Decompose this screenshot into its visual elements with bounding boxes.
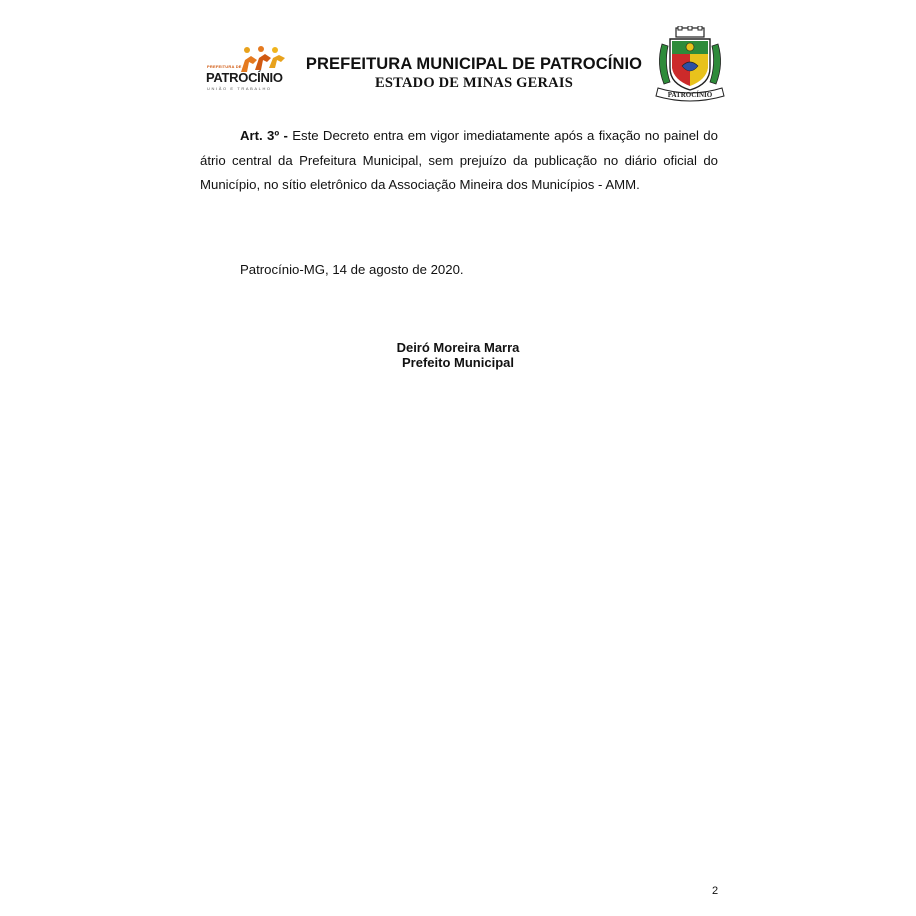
logo-small-text: PREFEITURA DE xyxy=(207,64,242,69)
municipality-logo xyxy=(205,46,289,92)
header-title: PREFEITURA MUNICIPAL DE PATROCÍNIO xyxy=(305,55,643,73)
article-label: Art. 3º - xyxy=(240,128,288,143)
logo-tagline: UNIÃO E TRABALHO xyxy=(207,86,272,91)
header-subtitle: ESTADO DE MINAS GERAIS xyxy=(375,75,573,91)
article-text: Este Decreto entra em vigor imediatamente após a fixação no painel do átrio central da Prefeitura Municipal, sem prejuízo da publicação no diário oficial do Município, no sítio eletrônico da Associação Mineira dos Municípios - AMM. xyxy=(200,128,718,192)
coat-of-arms-icon xyxy=(652,26,728,104)
crest-banner-text: PATROCÍNIO xyxy=(667,91,713,99)
date-line: Patrocínio-MG, 14 de agosto de 2020. xyxy=(240,262,464,277)
logo-brand-text: PATROCÍNIO xyxy=(206,70,283,85)
article-paragraph xyxy=(200,124,718,198)
signature-title: Prefeito Municipal xyxy=(402,355,514,370)
coat-of-arms xyxy=(652,26,728,104)
page-number: 2 xyxy=(712,885,719,897)
signature-name: Deiró Moreira Marra xyxy=(396,340,520,355)
